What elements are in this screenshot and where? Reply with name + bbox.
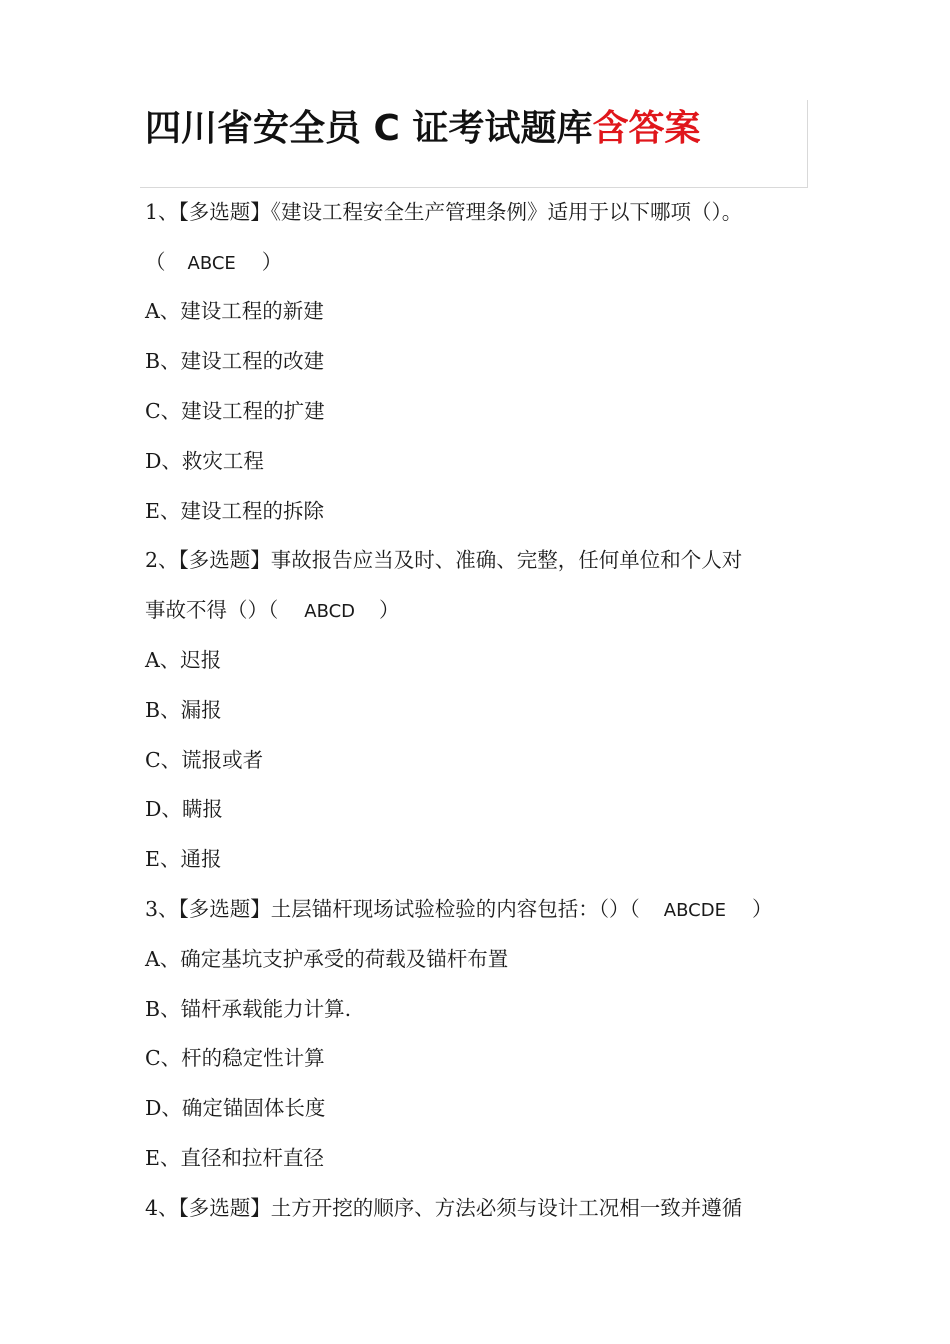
title-highlight: 含答案 — [592, 108, 701, 149]
question-1-stem: 1、【多选题】《建设工程安全生产管理条例》适用于以下哪项（）。 — [145, 200, 743, 224]
question-1-answer: （ ABCE ） — [145, 250, 283, 274]
document-title — [145, 104, 701, 154]
question-3-option-e: E、直径和拉杆直径 — [145, 1146, 324, 1170]
question-3-stem: 3、【多选题】土层锚杆现场试验检验的内容包括：（）（ ABCDE ） — [145, 897, 773, 921]
question-2-stem: 2、【多选题】事故报告应当及时、准确、完整，任何单位和个人对 — [145, 548, 743, 572]
question-1-option-b: B、建设工程的改建 — [145, 349, 325, 373]
question-4-stem: 4、【多选题】土方开挖的顺序、方法必须与设计工况相一致并遵循 — [145, 1196, 743, 1220]
question-2-option-d: D、瞒报 — [145, 797, 223, 821]
question-1-option-e: E、建设工程的拆除 — [145, 499, 324, 523]
question-1-option-a: A、建设工程的新建 — [145, 299, 324, 323]
answer-value: ABCDE — [663, 900, 726, 921]
answer-value: ABCD — [304, 601, 356, 622]
question-3-option-b: B、锚杆承载能力计算. — [145, 997, 352, 1021]
title-main: 四川省安全员 C 证考试题库 — [145, 108, 593, 149]
answer-value: ABCE — [187, 253, 236, 274]
question-2-option-e: E、通报 — [145, 847, 222, 871]
question-2-option-a: A、迟报 — [145, 648, 222, 672]
question-3-option-c: C、杆的稳定性计算 — [145, 1046, 325, 1070]
question-1-option-d: D、救灾工程 — [145, 449, 264, 473]
question-2-stem-line2: 事故不得（）（ ABCD ） — [145, 598, 400, 622]
question-1-option-c: C、建设工程的扩建 — [145, 399, 325, 423]
question-2-option-b: B、漏报 — [145, 698, 222, 722]
question-2-option-c: C、谎报或者 — [145, 748, 264, 772]
question-3-option-d: D、确定锚固体长度 — [145, 1096, 326, 1120]
question-3-option-a: A、确定基坑支护承受的荷载及锚杆布置 — [145, 947, 509, 971]
